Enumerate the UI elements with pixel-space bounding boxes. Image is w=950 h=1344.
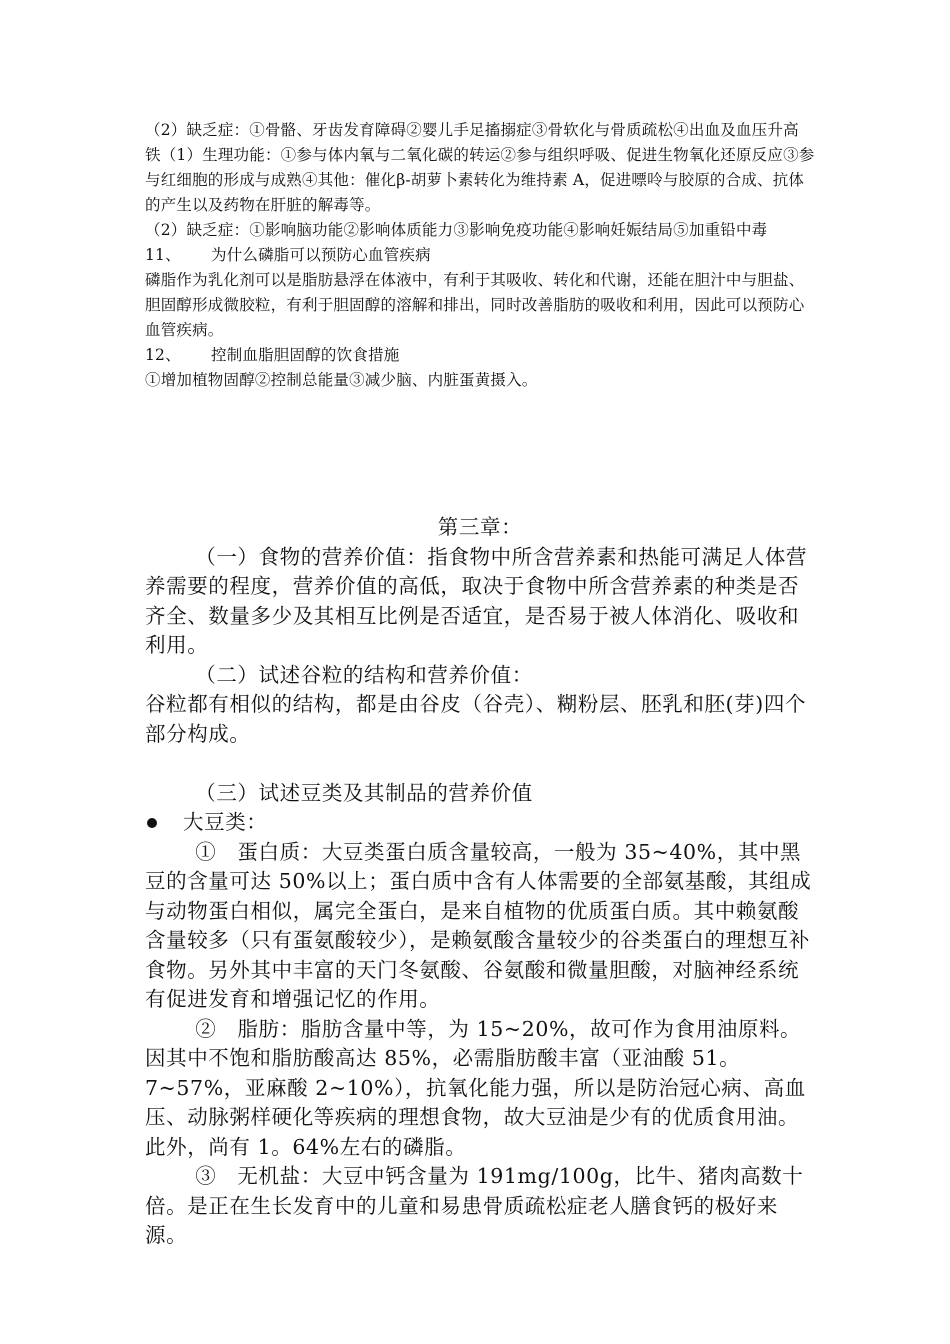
section-3-title: （三）试述豆类及其制品的营养价值 — [195, 780, 533, 805]
section-1-paragraph: （一）食物的营养价值：指食物中所含营养素和热能可满足人体营养需要的程度，营养价值的高低，取决于食物中所含营养素的种类是否齐全、数量多少及其相互比例是否适宜，是否易于被人体消化、吸收和利用。 — [145, 544, 808, 657]
section-2-body: 谷粒都有相似的结构，都是由谷皮（谷壳）、糊粉层、胚乳和胚(芽)四个部分构成。 — [145, 692, 807, 746]
spacer — [145, 749, 815, 779]
question-title: 为什么磷脂可以预防心血管疾病 — [211, 246, 431, 264]
question-12-answer: ①增加植物固醇②控制总能量③减少脑、内脏蛋黄摄入。 — [145, 371, 538, 389]
mineral-paragraph: ③ 无机盐：大豆中钙含量为 191mg/100g，比牛、猪肉高数十倍。是正在生长发育中的儿童和易患骨质疏松症老人膳食钙的极好来源。 — [145, 1164, 804, 1247]
chapter-title: 第三章： — [437, 515, 523, 539]
question-11-heading — [145, 243, 815, 268]
bullet-item — [145, 808, 815, 838]
fat-paragraph: ② 脂肪：脂肪含量中等，为 15~20%，故可作为食用油原料。因其中不饱和脂肪酸高达 85%，必需脂肪酸丰富（亚油酸 51。7~57%，亚麻酸 2~10%），抗氧化能力强，所以是防治冠心病、高血压、动脉粥样硬化等疾病的理想食物，故大豆油是少有的优质食用油。此外，尚有 1。64%左右的磷脂。 — [145, 1016, 806, 1159]
question-11-answer: 磷脂作为乳化剂可以是脂肪悬浮在体液中，有利于其吸收、转化和代谢，还能在胆汁中与胆盐、胆固醇形成微胶粒，有利于胆固醇的溶解和排出，同时改善脂肪的吸收和利用，因此可以预防心血管疾病。 — [145, 271, 805, 339]
top-section — [145, 118, 815, 393]
question-number: 12、 — [145, 346, 181, 364]
iron-deficiency-line: （2）缺乏症：①影响脑功能②影响体质能力③影响免疫功能④影响妊娠结局⑤加重铅中毒 — [145, 221, 768, 239]
chapter-section — [145, 513, 815, 1251]
bullet-label: 大豆类： — [183, 810, 268, 834]
calcium-deficiency-line: （2）缺乏症：①骨骼、牙齿发育障碍②婴儿手足搐搦症③骨软化与骨质疏松④出血及血压升高 — [145, 121, 799, 139]
protein-paragraph: ① 蛋白质：大豆类蛋白质含量较高，一般为 35~40%，其中黑豆的含量可达 50%以上；蛋白质中含有人体需要的全部氨基酸，其组成与动物蛋白相似，属完全蛋白，是来自植物的优质蛋白质。其中赖氨酸含量较多（只有蛋氨酸较少），是赖氨酸含量较少的谷类蛋白的理想互补食物。另外其中丰富的天门冬氨酸、谷氨酸和微量胆酸，对脑神经系统有促进发育和增强记忆的作用。 — [145, 839, 812, 1011]
question-title: 控制血脂胆固醇的饮食措施 — [211, 346, 400, 364]
question-12-heading — [145, 343, 815, 368]
iron-function-line: 铁（1）生理功能：①参与体内氧与二氧化碳的转运②参与组织呼吸、促进生物氧化还原反应③参与红细胞的形成与成熟④其他：催化β-胡萝卜素转化为维持素 A，促进嘌呤与胶原的合成、抗体的产生以及药物在肝脏的解毒等。 — [145, 146, 815, 214]
section-2-title: （二）试述谷粒的结构和营养价值： — [195, 662, 533, 687]
bullet-dot-icon — [147, 818, 157, 828]
question-number: 11、 — [145, 246, 181, 264]
